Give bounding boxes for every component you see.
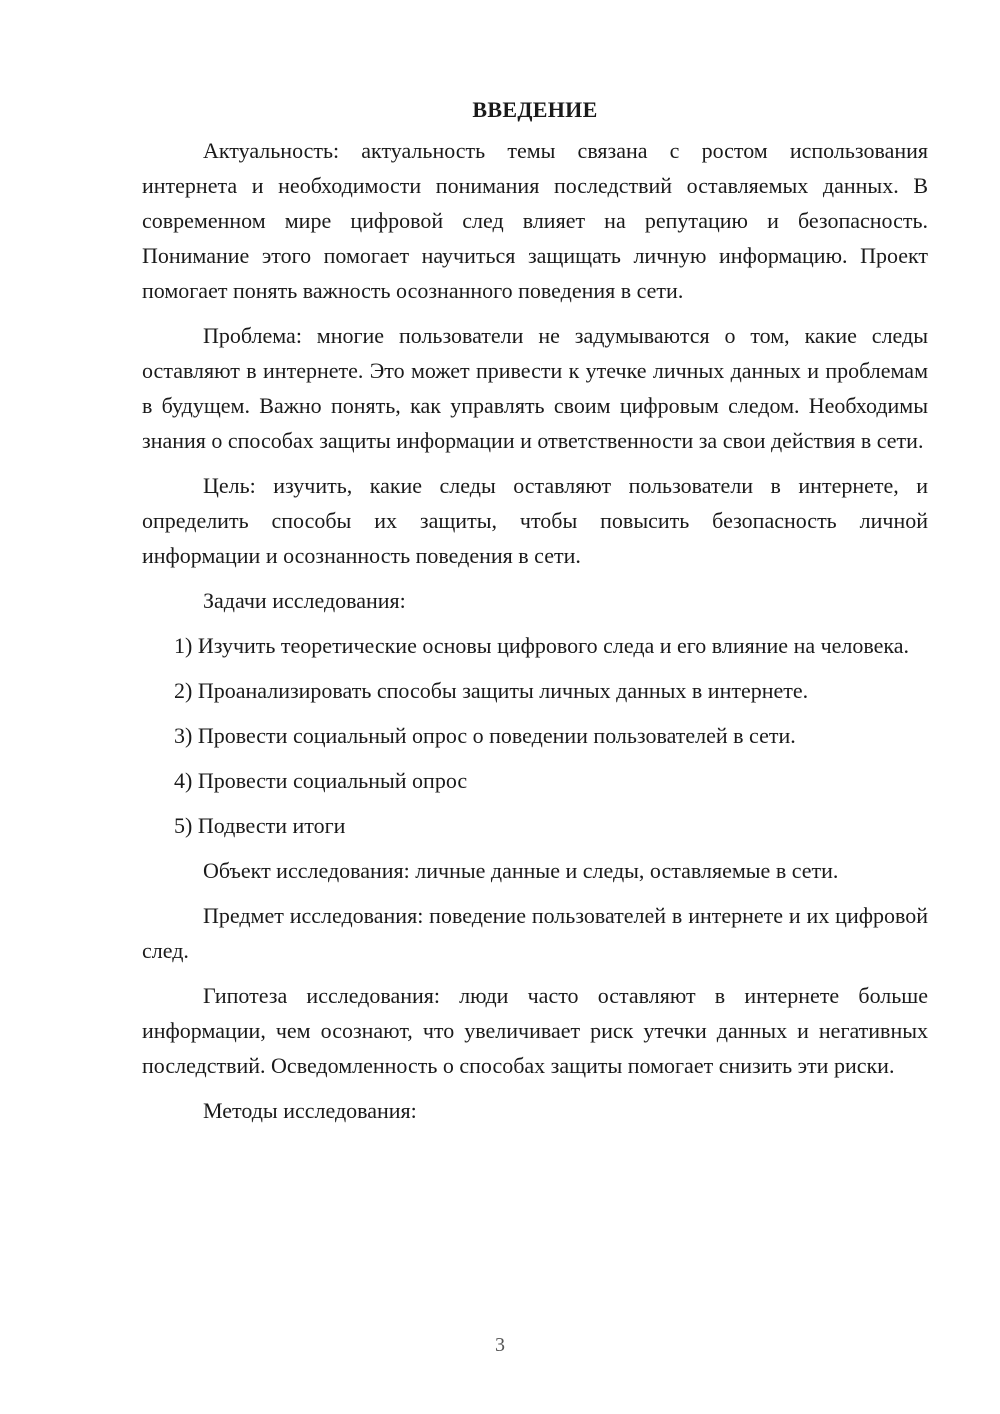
page-number: 3 bbox=[495, 1334, 505, 1356]
paragraph-goal: Цель: изучить, какие следы оставляют пользователи в интернете, и определить способы их защиты, чтобы повысить безопасность личной информации и осознанность поведения в сети. bbox=[142, 473, 928, 568]
paragraph-methods: Методы исследования: bbox=[203, 1098, 417, 1123]
document-page bbox=[142, 92, 928, 1138]
paragraph-hypothesis: Гипотеза исследования: люди часто оставляют в интернете больше информации, чем осознают, что увеличивает риск утечки данных и негативных последствий. Осведомленность о способах защиты помогает снизить эти риски. bbox=[142, 983, 928, 1078]
list-item-task-3: 3) Провести социальный опрос о поведении пользователей в сети. bbox=[174, 723, 796, 748]
paragraph-problem: Проблема: многие пользователи не задумываются о том, какие следы оставляют в интернете. Это может привести к утечке личных данных и проблемам в будущем. Важно понять, как управлять своим цифровым следом. Необходимы знания о способах защиты информации и ответственности за свои действия в сети. bbox=[142, 323, 928, 453]
list-item-task-4: 4) Провести социальный опрос bbox=[174, 768, 468, 793]
list-item-task-2: 2) Проанализировать способы защиты личных данных в интернете. bbox=[174, 678, 809, 703]
list-item-task-1: 1) Изучить теоретические основы цифрового следа и его влияние на человека. bbox=[174, 633, 910, 658]
paragraph-tasks-heading: Задачи исследования: bbox=[203, 588, 406, 613]
page-title: ВВЕДЕНИЕ bbox=[472, 97, 598, 122]
paragraph-object: Объект исследования: личные данные и следы, оставляемые в сети. bbox=[203, 858, 839, 883]
paragraph-relevance: Актуальность: актуальность темы связана с ростом использования интернета и необходимости понимания последствий оставляемых данных. В современном мире цифровой след влияет на репутацию и безопасность. Понимание этого помогает научиться защищать личную информацию. Проект помогает понять важность осознанного поведения в сети. bbox=[142, 138, 928, 303]
list-item-task-5: 5) Подвести итоги bbox=[174, 813, 346, 838]
paragraph-subject: Предмет исследования: поведение пользователей в интернете и их цифровой след. bbox=[142, 903, 928, 963]
